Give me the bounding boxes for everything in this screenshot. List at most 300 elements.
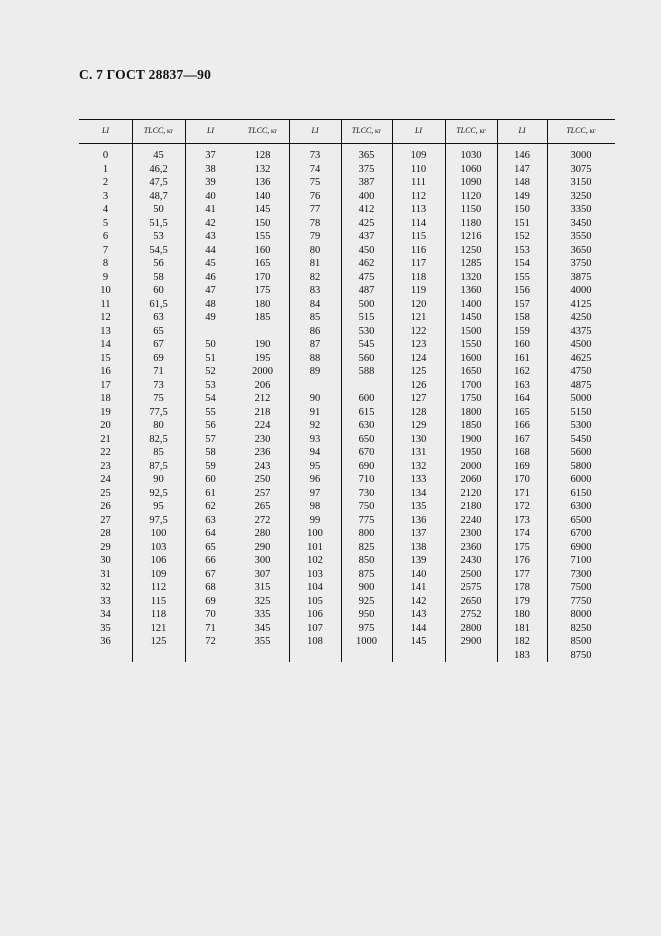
table-cell: 69 — [153, 352, 164, 364]
table-cell: 257 — [254, 487, 271, 499]
table-cell: 63 — [153, 312, 164, 323]
table-cell: 1700 — [460, 379, 482, 391]
table-cell: 355 — [254, 636, 271, 647]
table-cell: 175 — [514, 541, 530, 553]
table-cell: 2500 — [460, 568, 482, 580]
table-cell: 167 — [514, 433, 530, 445]
table-cell: 128 — [410, 406, 427, 418]
table-cell: 39 — [205, 177, 216, 188]
table-cell: 120 — [410, 298, 427, 310]
table-cell: 114 — [410, 217, 427, 229]
table-cell: 136 — [254, 177, 271, 188]
table-cell: 61,5 — [149, 298, 168, 310]
table-cell: 87,5 — [149, 460, 168, 472]
table-cell: 132 — [254, 163, 271, 175]
table-column — [185, 149, 236, 649]
table-cell: 3550 — [570, 231, 592, 242]
table-cell: 62 — [205, 501, 216, 512]
table-cell: 6900 — [570, 541, 592, 553]
table-cell: 60 — [153, 285, 164, 296]
table-cell: 1250 — [460, 244, 482, 256]
table-cell: 2430 — [460, 555, 482, 566]
column-header-unit: кг — [373, 127, 382, 135]
table-cell: 2800 — [460, 622, 482, 634]
table-cell: 3 — [102, 190, 109, 202]
table-cell: 1600 — [460, 352, 482, 364]
table-cell: 90 — [309, 393, 321, 404]
table-cell: 106 — [307, 609, 323, 620]
table-cell: 158 — [514, 312, 530, 323]
table-cell: 112 — [410, 190, 427, 202]
table-cell: 159 — [514, 325, 530, 337]
table-cell: 12 — [100, 312, 111, 323]
table-cell: 5150 — [570, 406, 592, 418]
table-cell: 116 — [410, 244, 427, 256]
table-cell: 26 — [100, 501, 111, 512]
table-cell: 2000 — [460, 460, 482, 472]
table-cell: 162 — [514, 366, 530, 377]
table-cell: 375 — [358, 163, 375, 175]
table-cell: 85 — [309, 312, 321, 323]
table-cell: 195 — [254, 352, 271, 364]
table-cell: 3650 — [570, 244, 592, 256]
table-cell: 850 — [358, 555, 375, 566]
table-cell: 2000 — [252, 366, 273, 377]
table-cell: 925 — [358, 595, 375, 607]
table-cell: 4750 — [570, 366, 592, 377]
table-cell: 97 — [309, 487, 321, 499]
table-cell: 1000 — [356, 636, 377, 647]
table-cell: 21 — [100, 433, 111, 445]
table-cell: 975 — [358, 622, 375, 634]
table-cell: 1060 — [460, 163, 482, 175]
table-cell: 68 — [205, 582, 216, 593]
table-cell: 185 — [254, 312, 271, 323]
table-cell: 8250 — [570, 622, 592, 634]
table-cell: 2300 — [460, 528, 482, 539]
table-cell: 101 — [307, 541, 323, 553]
column-header — [445, 119, 497, 143]
table-cell: 1150 — [460, 204, 482, 215]
table-cell: 588 — [358, 366, 375, 377]
table-cell: 3150 — [570, 177, 592, 188]
table-cell: 79 — [309, 231, 321, 242]
table-cell: 800 — [358, 528, 375, 539]
table-cell: 265 — [254, 501, 271, 512]
table-cell: 53 — [205, 379, 216, 391]
table-cell: 118 — [150, 609, 167, 620]
table-cell: 92 — [309, 420, 321, 431]
table-cell: 46,2 — [149, 163, 168, 175]
table-cell: 75 — [309, 177, 321, 188]
table-cell: 66 — [205, 555, 216, 566]
table-cell: 1800 — [460, 406, 482, 418]
table-cell: 152 — [514, 231, 530, 242]
table-cell: 78 — [309, 217, 321, 229]
table-cell: 87 — [309, 339, 321, 350]
table-cell: 47,5 — [149, 177, 168, 188]
table-cell: 17 — [100, 379, 111, 391]
table-cell: 475 — [358, 271, 375, 283]
table-cell: 100 — [150, 528, 167, 539]
column-header — [289, 119, 341, 143]
table-cell: 119 — [410, 285, 427, 296]
table-cell: 15 — [100, 352, 111, 364]
table-cell: 127 — [410, 393, 427, 404]
table-cell: 128 — [254, 150, 271, 161]
table-cell: 1850 — [460, 420, 482, 431]
table-cell: 19 — [100, 406, 111, 418]
table-cell: 136 — [410, 514, 427, 526]
column-header-name: TLCC, — [143, 126, 166, 135]
table-cell: 7 — [102, 244, 109, 256]
table-cell: 45 — [153, 150, 164, 161]
table-cell: 102 — [307, 555, 323, 566]
column-header-name: TLCC, — [456, 126, 478, 135]
table-cell: 900 — [358, 582, 375, 593]
table-cell: 176 — [514, 555, 530, 566]
table-cell: 170 — [254, 271, 271, 283]
column-header — [236, 119, 289, 143]
table-cell: 63 — [205, 514, 216, 526]
table-cell: 97,5 — [149, 514, 168, 526]
table-cell: 58 — [205, 447, 216, 458]
table-cell: 135 — [410, 501, 427, 512]
table-cell: 126 — [410, 379, 427, 391]
table-cell: 1180 — [460, 217, 482, 229]
table-cell: 7300 — [570, 568, 592, 580]
table-cell: 60 — [205, 474, 216, 485]
table-cell: 10 — [100, 285, 111, 296]
table-cell: 121 — [410, 312, 427, 323]
table-cell: 6700 — [570, 528, 592, 539]
table-cell: 5 — [102, 217, 109, 229]
table-cell: 157 — [514, 298, 530, 310]
table-cell: 365 — [358, 150, 375, 161]
table-cell: 100 — [307, 528, 323, 539]
table-header-rule — [79, 143, 615, 144]
table-cell: 5300 — [570, 420, 592, 431]
column-header-name: LI — [414, 126, 423, 135]
table-cell: 160 — [514, 339, 530, 350]
table-cell: 515 — [358, 312, 375, 323]
table-cell: 143 — [410, 609, 427, 620]
table-cell: 73 — [153, 379, 164, 391]
table-cell: 65 — [153, 325, 164, 337]
table-column — [341, 149, 392, 649]
column-header — [497, 119, 547, 143]
column-header-name: TLCC, — [566, 126, 588, 135]
table-cell: 48,7 — [149, 190, 168, 202]
table-cell: 56 — [153, 258, 164, 269]
table-cell: 53 — [153, 231, 164, 242]
table-cell: 1400 — [460, 298, 482, 310]
table-cell: 2360 — [460, 541, 482, 553]
table-cell: 171 — [514, 487, 530, 499]
table-cell: 45 — [205, 258, 216, 269]
table-cell: 35 — [100, 622, 111, 634]
table-cell: 412 — [358, 204, 375, 215]
table-cell: 345 — [254, 622, 271, 634]
table-cell: 272 — [254, 514, 271, 526]
table-cell: 177 — [514, 568, 530, 580]
table-cell: 545 — [358, 339, 375, 350]
column-header-name: TLCC, — [247, 126, 270, 135]
table-cell: 1750 — [460, 393, 482, 404]
table-cell: 59 — [205, 460, 216, 472]
table-cell: 9 — [102, 271, 109, 283]
table-cell: 137 — [410, 528, 427, 539]
table-cell: 6300 — [570, 501, 592, 512]
table-cell: 153 — [514, 244, 530, 256]
table-column — [445, 149, 497, 649]
table-cell: 156 — [514, 285, 530, 296]
table-cell: 30 — [100, 555, 111, 566]
table-cell: 630 — [358, 420, 375, 431]
table-cell: 168 — [514, 447, 530, 458]
table-cell: 37 — [205, 150, 216, 161]
table-cell: 95 — [153, 501, 164, 512]
table-cell: 182 — [514, 636, 530, 647]
table-cell: 67 — [153, 339, 164, 350]
table-cell: 8 — [102, 258, 109, 269]
table-cell: 600 — [358, 393, 375, 404]
table-cell — [341, 379, 392, 393]
table-cell: 236 — [254, 447, 271, 458]
table-cell: 161 — [514, 352, 530, 364]
table-cell: 5800 — [570, 460, 592, 472]
table-cell: 113 — [410, 204, 427, 215]
column-header-unit: кг — [165, 127, 174, 135]
table-cell: 1900 — [460, 433, 482, 445]
table-cell: 80 — [153, 420, 164, 431]
table-cell: 54 — [205, 393, 216, 404]
table-cell: 74 — [309, 163, 321, 175]
table-cell: 22 — [100, 447, 111, 458]
table-cell: 8000 — [570, 609, 592, 620]
table-cell: 670 — [358, 447, 375, 458]
table-cell: 83 — [309, 285, 321, 296]
table-cell: 71 — [153, 366, 164, 377]
table-cell: 3250 — [570, 190, 592, 202]
table-cell: 58 — [153, 271, 164, 283]
table-cell: 140 — [410, 568, 427, 580]
table-cell: 487 — [358, 285, 375, 296]
table-cell: 400 — [358, 190, 375, 202]
table-cell: 51,5 — [149, 217, 168, 229]
table-cell: 315 — [254, 582, 271, 593]
table-cell: 166 — [514, 420, 530, 431]
table-cell: 28 — [100, 528, 111, 539]
table-cell: 52 — [205, 366, 216, 377]
table-cell: 1120 — [460, 190, 482, 202]
column-header-name: LI — [311, 126, 319, 135]
table-cell: 41 — [205, 204, 216, 215]
table-cell: 125 — [150, 636, 167, 647]
table-cell: 750 — [358, 501, 375, 512]
table-cell: 0 — [102, 150, 109, 161]
table-cell: 163 — [514, 379, 530, 391]
column-header-name: LI — [206, 126, 215, 135]
table-cell: 67 — [205, 568, 216, 580]
table-cell: 2120 — [460, 487, 482, 499]
table-cell: 4500 — [570, 339, 592, 350]
table-cell: 42 — [205, 217, 216, 229]
table-cell: 280 — [254, 528, 271, 539]
table-cell: 82,5 — [149, 433, 168, 445]
table-cell: 218 — [254, 406, 271, 418]
table-cell: 151 — [514, 217, 530, 229]
table-cell: 11 — [100, 298, 111, 310]
table-cell: 230 — [254, 433, 271, 445]
table-cell: 300 — [254, 555, 271, 566]
table-cell: 109 — [150, 568, 167, 580]
table-cell: 615 — [358, 406, 375, 418]
table-column — [79, 149, 132, 649]
table-cell: 61 — [205, 487, 216, 499]
table-cell: 155 — [514, 271, 530, 283]
table-cell: 142 — [410, 595, 427, 607]
table-cell: 103 — [307, 568, 323, 580]
table-cell: 1320 — [460, 271, 482, 283]
table-cell: 179 — [514, 595, 530, 607]
column-header — [132, 119, 185, 143]
table-cell: 131 — [410, 447, 427, 458]
table-cell: 40 — [205, 190, 216, 202]
table-cell: 1650 — [460, 366, 482, 377]
table-cell: 710 — [358, 474, 375, 485]
table-cell: 2575 — [460, 582, 482, 593]
column-header — [185, 119, 236, 143]
table-cell: 500 — [358, 298, 375, 310]
table-cell: 103 — [150, 541, 167, 553]
table-cell: 7500 — [570, 582, 592, 593]
table-cell: 130 — [410, 433, 427, 445]
table-cell: 49 — [205, 312, 216, 323]
table-cell: 146 — [514, 150, 530, 161]
table-cell: 122 — [410, 325, 427, 337]
table-cell: 82 — [309, 271, 321, 283]
table-cell: 96 — [309, 474, 321, 485]
table-cell: 98 — [309, 501, 321, 512]
table-cell: 178 — [514, 582, 530, 593]
table-cell: 530 — [358, 325, 375, 337]
table-cell: 91 — [309, 406, 321, 418]
table-cell: 105 — [307, 595, 323, 607]
table-cell: 174 — [514, 528, 530, 539]
table-cell: 38 — [205, 163, 216, 175]
table-cell: 112 — [150, 582, 167, 593]
table-cell: 775 — [358, 514, 375, 526]
table-cell: 3000 — [570, 150, 592, 161]
column-header — [547, 119, 615, 143]
table-cell: 7100 — [570, 555, 592, 566]
table-cell: 183 — [514, 649, 530, 661]
table-cell: 1360 — [460, 285, 482, 296]
table-cell: 85 — [153, 447, 164, 458]
table-cell: 325 — [254, 595, 271, 607]
table-cell: 106 — [150, 555, 167, 566]
table-cell: 147 — [514, 163, 530, 175]
table-cell: 7750 — [570, 595, 592, 607]
table-cell: 71 — [205, 622, 216, 634]
table-cell: 180 — [514, 609, 530, 620]
table-cell: 141 — [410, 582, 427, 593]
table-cell: 3350 — [570, 204, 592, 215]
table-cell: 14 — [100, 339, 111, 350]
table-cell: 95 — [309, 460, 321, 472]
table-cell: 18 — [100, 393, 111, 404]
table-cell: 144 — [410, 622, 427, 634]
table-cell: 123 — [410, 339, 427, 350]
table-cell: 5000 — [570, 393, 592, 404]
table-cell: 20 — [100, 420, 111, 431]
table-cell: 2752 — [460, 609, 482, 620]
table-cell: 172 — [514, 501, 530, 512]
table-cell: 13 — [100, 325, 111, 337]
table-cell: 90 — [153, 474, 164, 485]
table-cell: 133 — [410, 474, 427, 485]
column-header-name: LI — [518, 126, 526, 135]
table-cell: 140 — [254, 190, 271, 202]
table-cell: 44 — [205, 244, 216, 256]
column-header-unit: кг — [587, 127, 596, 135]
table-cell: 8500 — [570, 636, 592, 647]
table-cell: 307 — [254, 568, 271, 580]
table-cell: 825 — [358, 541, 375, 553]
table-cell: 150 — [514, 204, 530, 215]
table-cell: 27 — [100, 514, 111, 526]
table-cell: 1030 — [460, 150, 482, 161]
table-cell: 2650 — [460, 595, 482, 607]
table-cell: 31 — [100, 568, 111, 580]
table-cell: 107 — [307, 622, 323, 634]
table-cell: 57 — [205, 433, 216, 445]
table-cell: 94 — [309, 447, 321, 458]
table-cell: 3450 — [570, 217, 592, 229]
table-cell: 149 — [514, 190, 530, 202]
column-header — [79, 119, 132, 143]
table-cell: 560 — [358, 352, 375, 364]
table-cell: 387 — [358, 177, 375, 188]
table-cell: 450 — [358, 244, 375, 256]
table-cell: 290 — [254, 541, 271, 553]
table-cell: 1216 — [460, 231, 482, 242]
table-cell: 69 — [205, 595, 216, 607]
table-cell: 80 — [309, 244, 321, 256]
table-cell: 150 — [254, 217, 271, 229]
table-cell: 170 — [514, 474, 530, 485]
table-cell: 24 — [100, 474, 111, 485]
table-cell: 104 — [307, 582, 323, 593]
table-cell: 109 — [410, 150, 427, 161]
table-cell: 6000 — [570, 474, 592, 485]
table-cell: 108 — [307, 636, 323, 647]
table-cell: 243 — [254, 460, 271, 472]
table-cell: 148 — [514, 177, 530, 188]
table-cell: 115 — [150, 595, 167, 607]
table-cell — [185, 325, 236, 339]
table-cell: 650 — [358, 433, 375, 445]
table-cell: 2060 — [460, 474, 482, 485]
table-cell: 54,5 — [149, 244, 168, 256]
table-cell: 92,5 — [149, 487, 168, 499]
table-cell: 121 — [150, 622, 167, 634]
page-header: С. 7 ГОСТ 28837—90 — [79, 67, 212, 82]
table-cell: 3875 — [570, 271, 592, 283]
table-column — [392, 149, 445, 649]
table-cell: 64 — [205, 528, 216, 539]
